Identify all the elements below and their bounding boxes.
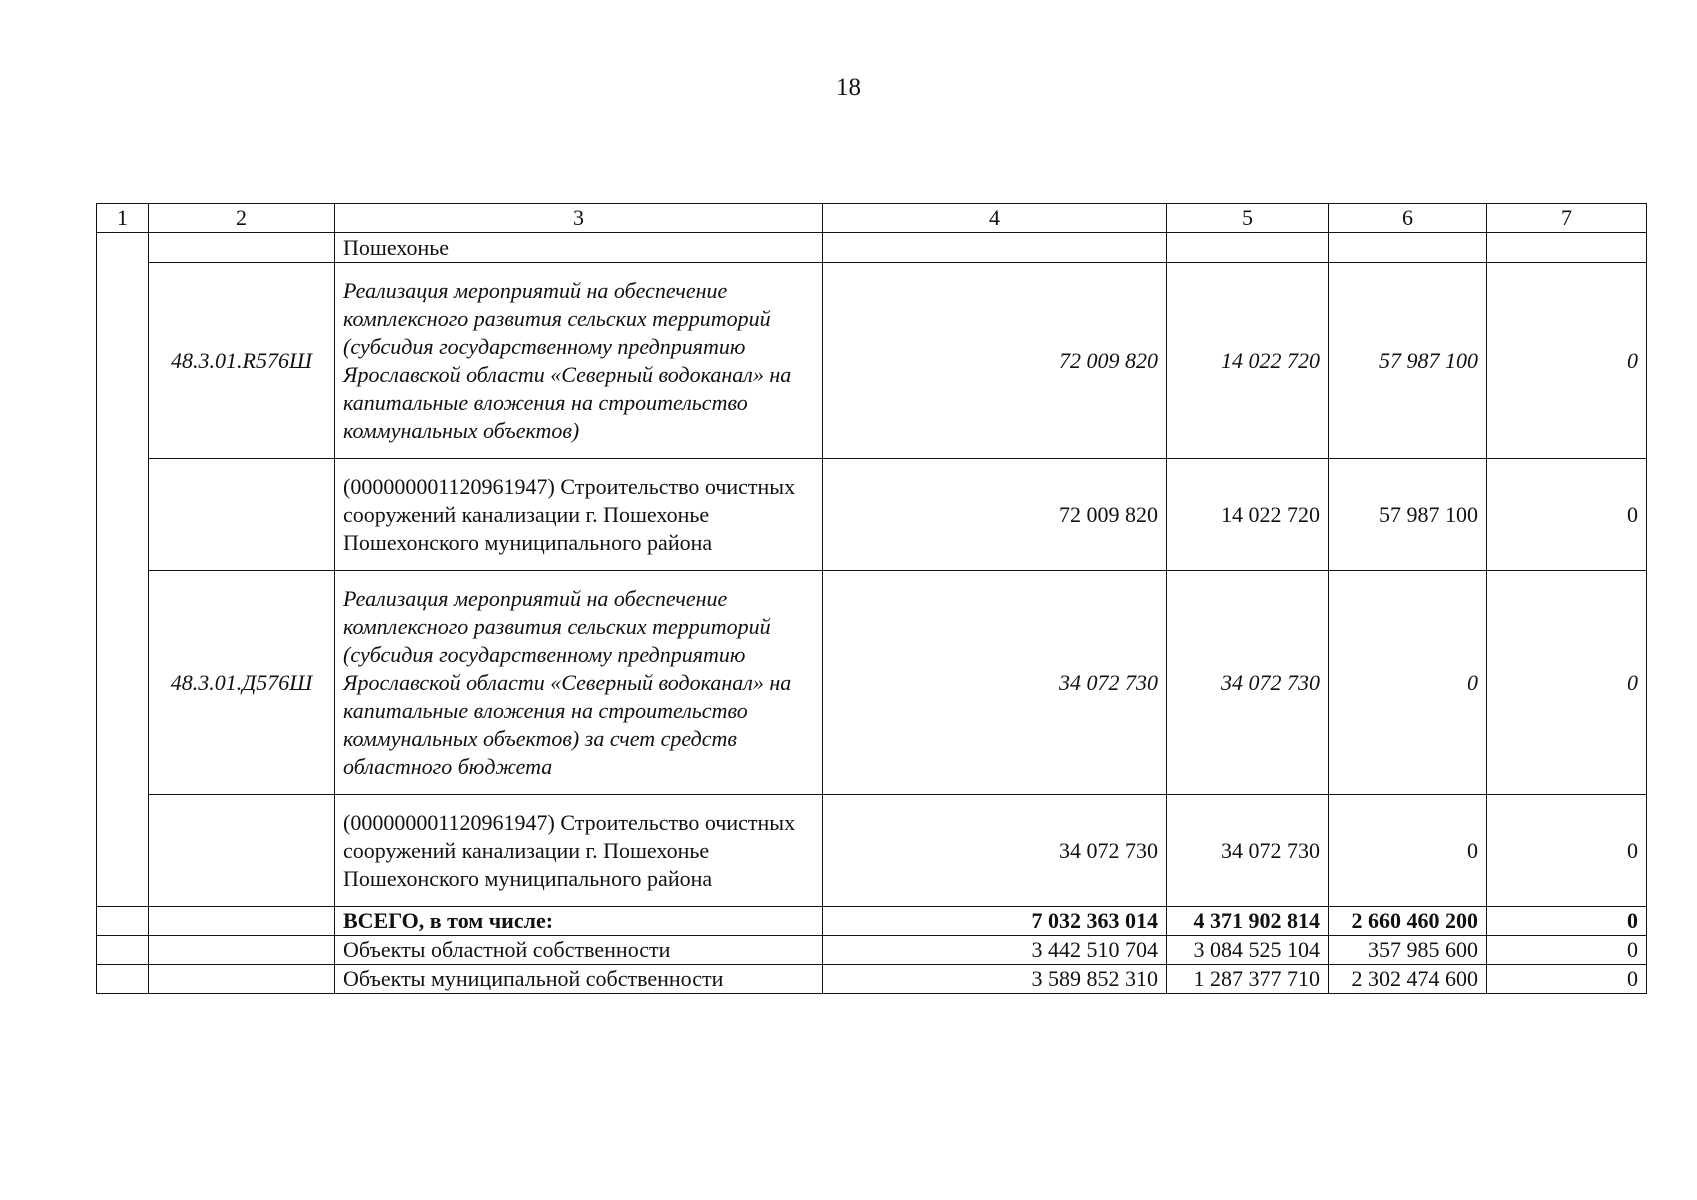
column-header: 1 xyxy=(97,204,149,233)
empty-cell xyxy=(97,907,149,936)
description-cell: (000000001120961947) Строительство очистных сооружений канализации г. Пошехонье Пошехонского муниципального района xyxy=(335,795,823,907)
budget-table xyxy=(96,203,1647,994)
value-cell: 57 987 100 xyxy=(1329,459,1487,571)
value-cell: 0 xyxy=(1487,571,1647,795)
value-cell: 14 022 720 xyxy=(1167,263,1329,459)
total-value: 0 xyxy=(1487,907,1647,936)
empty-cell xyxy=(149,965,335,994)
subtotal-row xyxy=(97,936,1647,965)
value-cell: 72 009 820 xyxy=(823,459,1167,571)
column-header: 3 xyxy=(335,204,823,233)
total-row xyxy=(97,907,1647,936)
subtotal-value: 357 985 600 xyxy=(1329,936,1487,965)
description-cell: (000000001120961947) Строительство очистных сооружений канализации г. Пошехонье Пошехонского муниципального района xyxy=(335,459,823,571)
value-cell: 0 xyxy=(1329,795,1487,907)
column-number-row xyxy=(97,204,1647,233)
subtotal-label: Объекты областной собственности xyxy=(335,936,823,965)
table-row xyxy=(97,795,1647,907)
subtotal-value: 1 287 377 710 xyxy=(1167,965,1329,994)
table-row xyxy=(97,233,1647,263)
empty-cell xyxy=(149,907,335,936)
value-cell: 72 009 820 xyxy=(823,263,1167,459)
empty-cell xyxy=(149,936,335,965)
value-cell: 0 xyxy=(1329,571,1487,795)
page-number: 18 xyxy=(836,74,861,101)
total-value: 2 660 460 200 xyxy=(1329,907,1487,936)
total-value: 4 371 902 814 xyxy=(1167,907,1329,936)
column-header: 7 xyxy=(1487,204,1647,233)
table-row xyxy=(97,459,1647,571)
value-cell: 34 072 730 xyxy=(823,571,1167,795)
column-header: 5 xyxy=(1167,204,1329,233)
subtotal-value: 0 xyxy=(1487,965,1647,994)
subtotal-value: 3 442 510 704 xyxy=(823,936,1167,965)
column-header: 6 xyxy=(1329,204,1487,233)
code-cell xyxy=(149,795,335,907)
empty-cell xyxy=(97,936,149,965)
value-cell: 34 072 730 xyxy=(1167,795,1329,907)
code-cell xyxy=(149,459,335,571)
table-row xyxy=(97,571,1647,795)
value-cell: 57 987 100 xyxy=(1329,263,1487,459)
code-cell: 48.3.01.Д576Ш xyxy=(149,571,335,795)
empty-cell xyxy=(97,965,149,994)
total-label: ВСЕГО, в том числе: xyxy=(335,907,823,936)
code-cell: 48.3.01.R576Ш xyxy=(149,263,335,459)
subtotal-row xyxy=(97,965,1647,994)
subtotal-label: Объекты муниципальной собственности xyxy=(335,965,823,994)
code-cell xyxy=(149,233,335,263)
column-header: 4 xyxy=(823,204,1167,233)
value-cell: 14 022 720 xyxy=(1167,459,1329,571)
value-cell xyxy=(1329,233,1487,263)
subtotal-value: 3 589 852 310 xyxy=(823,965,1167,994)
value-cell: 34 072 730 xyxy=(1167,571,1329,795)
description-cell: Реализация мероприятий на обеспечение комплексного развития сельских территорий (субсидия государственному предприятию Ярославской области «Северный водоканал» на капитальные вложения на строительство коммунальных объектов) xyxy=(335,263,823,459)
value-cell: 0 xyxy=(1487,795,1647,907)
table-row xyxy=(97,263,1647,459)
subtotal-value: 0 xyxy=(1487,936,1647,965)
value-cell: 0 xyxy=(1487,263,1647,459)
value-cell: 34 072 730 xyxy=(823,795,1167,907)
description-cell: Реализация мероприятий на обеспечение комплексного развития сельских территорий (субсидия государственному предприятию Ярославской области «Северный водоканал» на капитальные вложения на строительство коммунальных объектов) за счет средств областного бюджета xyxy=(335,571,823,795)
value-cell: 0 xyxy=(1487,459,1647,571)
merged-cell xyxy=(97,233,149,907)
subtotal-value: 2 302 474 600 xyxy=(1329,965,1487,994)
value-cell xyxy=(1487,233,1647,263)
value-cell xyxy=(1167,233,1329,263)
value-cell xyxy=(823,233,1167,263)
description-cell: Пошехонье xyxy=(335,233,823,263)
total-value: 7 032 363 014 xyxy=(823,907,1167,936)
subtotal-value: 3 084 525 104 xyxy=(1167,936,1329,965)
column-header: 2 xyxy=(149,204,335,233)
